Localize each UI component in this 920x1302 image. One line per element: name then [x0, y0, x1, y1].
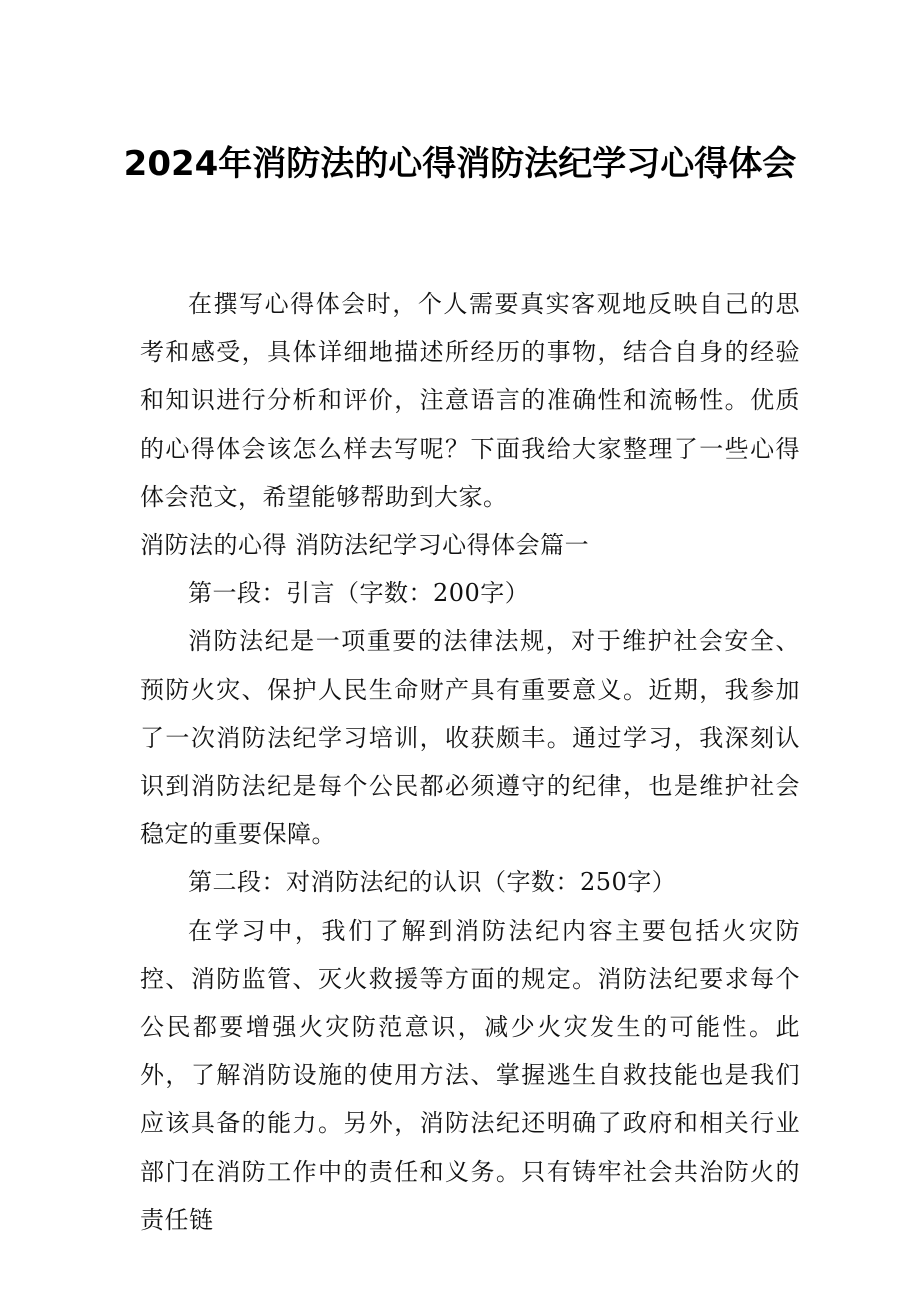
section-1-heading: 第一段：引言（字数：200字）	[188, 579, 530, 608]
section-1-paragraph: 消防法纪是一项重要的法律法规，对于维护社会安全、预防火灾、保护人民生命财产具有重要意义。近期，我参加了一次消防法纪学习培训，收获颇丰。通过学习，我深刻认识到消防法纪是每个公民都必须遵守的纪律，也是维护社会稳定的重要保障。	[140, 627, 800, 849]
section-2-paragraph: 在学习中，我们了解到消防法纪内容主要包括火灾防控、消防监管、灭火救援等方面的规定。消防法纪要求每个公民都要增强火灾防范意识，减少火灾发生的可能性。此外，了解消防设施的使用方法、掌握逃生自救技能也是我们应该具备的能力。另外，消防法纪还明确了政府和相关行业部门在消防工作中的责任和义务。只有铸牢社会共治防火的责任链	[140, 916, 800, 1234]
document-body	[140, 280, 800, 1244]
document-title: 2024年消防法的心得消防法纪学习心得体会	[123, 144, 797, 184]
article-heading: 消防法的心得 消防法纪学习心得体会篇一	[140, 531, 590, 560]
intro-paragraph: 在撰写心得体会时，个人需要真实客观地反映自己的思考和感受，具体详细地描述所经历的事物，结合自身的经验和知识进行分析和评价，注意语言的准确性和流畅性。优质的心得体会该怎么样去写呢？下面我给大家整理了一些心得体会范文，希望能够帮助到大家。	[140, 290, 800, 511]
section-2-heading: 第二段：对消防法纪的认识（字数：250字）	[188, 868, 677, 897]
